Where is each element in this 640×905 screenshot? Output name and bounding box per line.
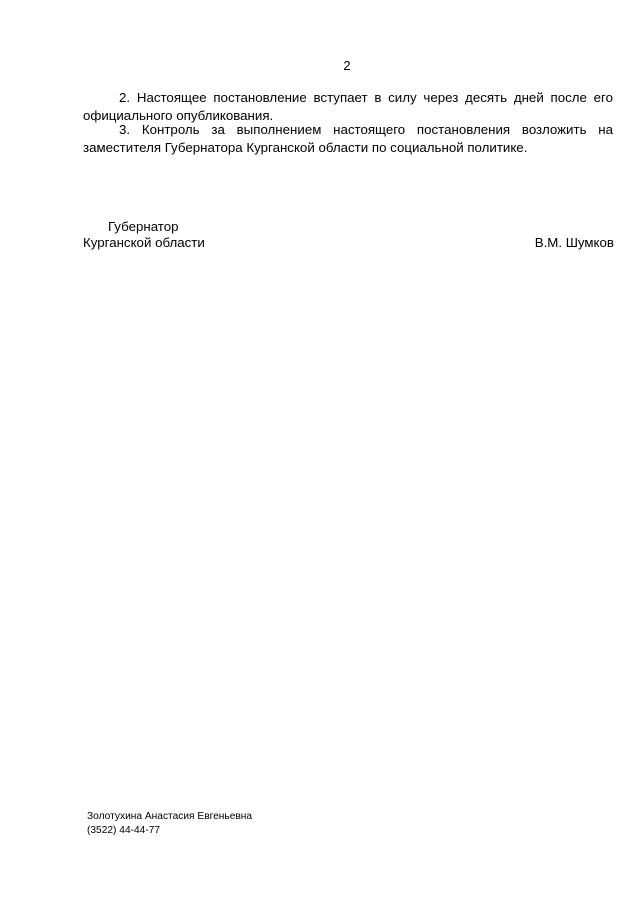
signatory-name: В.М. Шумков	[534, 235, 614, 250]
paragraph-2-text: 2. Настоящее постановление вступает в силу через десять дней после его официального опубликования.	[83, 90, 613, 123]
signatory-title-line-2: Курганской области	[83, 235, 205, 250]
signatory-title-line-1: Губернатор	[108, 219, 179, 234]
executor-phone: (3522) 44-44-77	[87, 825, 161, 836]
executor-block	[87, 810, 252, 838]
executor-name: Золотухина Анастасия Евгеньевна	[87, 811, 253, 822]
paragraph-3-text: 3. Контроль за выполнением настоящего постановления возложить на заместителя Губернатора Курганской области по социальной политике.	[83, 122, 613, 155]
page-number: 2	[343, 58, 351, 73]
paragraph-2	[83, 89, 613, 125]
paragraph-3	[83, 121, 613, 157]
